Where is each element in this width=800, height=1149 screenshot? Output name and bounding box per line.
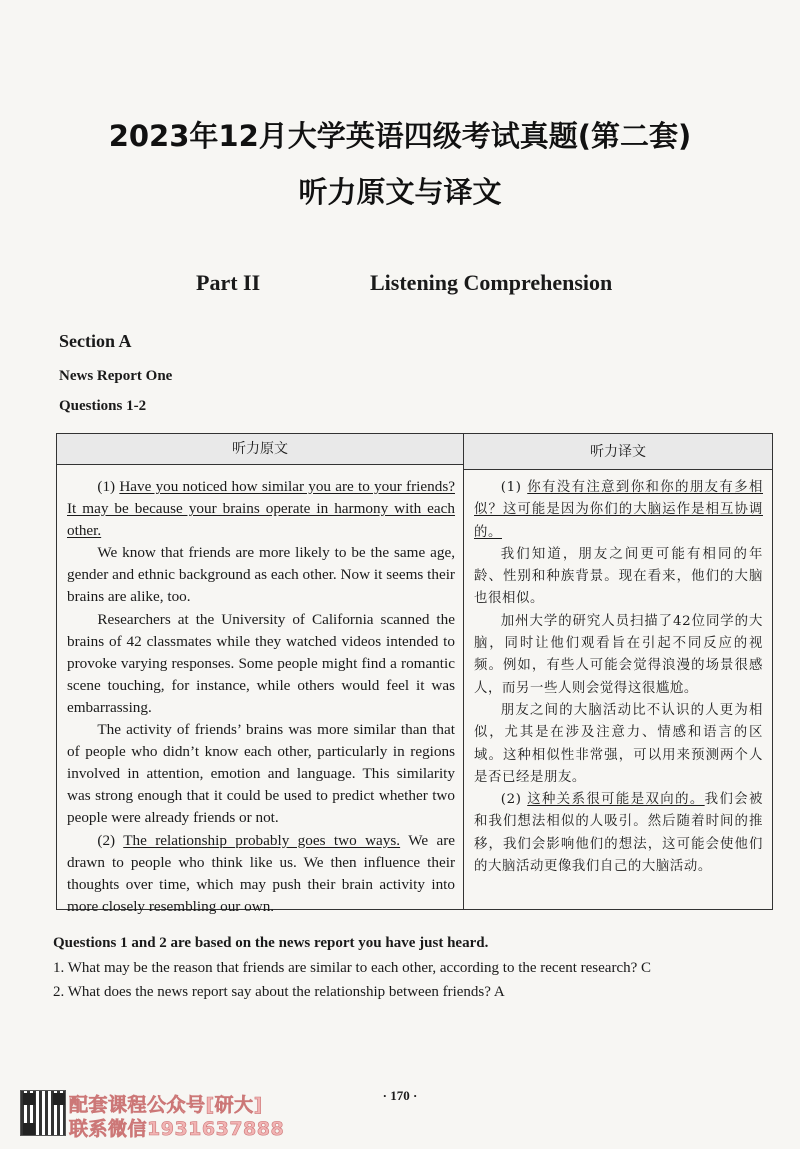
report-heading: News Report One xyxy=(59,368,173,384)
underlined-answer-text: The relationship probably goes two ways. xyxy=(123,831,401,849)
paragraph-number: (1) xyxy=(500,480,528,495)
header-original-text: 听力原文 xyxy=(57,434,464,465)
paragraph-text: 我们会被和我们想法相似的人吸引。然后随着时间的推移，我们会影响他们的想法，这可能会使他们的大脑活动更像我们自己的大脑活动。 xyxy=(474,792,764,875)
underlined-answer-text: 你有没有注意到你和你的朋友有多相似？这可能是因为你们的大脑运作是相互协调的。 xyxy=(474,480,763,540)
questions-intro: Questions 1 and 2 are based on the news report you have just heard. xyxy=(53,935,489,951)
qr-code-icon xyxy=(20,1090,66,1136)
translation-paragraph-3: 加州大学的研究人员扫描了42位同学的大脑，同时让他们观看旨在引起不同反应的视频。例如，有些人可能会觉得浪漫的场景很感人，而另一些人则会觉得这很尴尬。 xyxy=(474,613,763,696)
original-paragraph-3: Researchers at the University of California scanned the brains of 42 classmates while they watched videos intended to provoke varying responses. Some people might find a romantic scene touching, for instance, while others would feel it was embarrassing. xyxy=(67,610,455,716)
paragraph-number: (1) xyxy=(97,478,120,495)
translation-paragraph-4: 朋友之间的大脑活动比不认识的人更为相似，尤其是在涉及注意力、情感和语言的区域。这种相似性非常强，可以用来预测两个人是否已经是朋友。 xyxy=(474,702,763,785)
watermark-line-1: 配套课程公众号[研大] xyxy=(69,1094,263,1116)
original-paragraph-1 xyxy=(67,476,455,542)
document-subtitle: 听力原文与译文 xyxy=(298,175,502,209)
translation-paragraph-2: 我们知道，朋友之间更可能有相同的年龄、性别和种族背景。现在看来，他们的大脑也很相似。 xyxy=(474,546,763,607)
original-paragraph-4: The activity of friends’ brains was more similar than that of people who didn’t know each other, particularly in regions involved in attention, emotion and language. This similarity was strong enough that it could be used to predict whether two people were already friends or not. xyxy=(67,721,455,827)
original-text-column xyxy=(57,465,464,915)
translation-paragraph-1 xyxy=(474,477,763,544)
underlined-answer-text: Have you noticed how similar you are to your friends? It may be because your brains operate in harmony with each other. xyxy=(67,478,455,540)
part-name: Listening Comprehension xyxy=(370,270,613,295)
paragraph-number: (2) xyxy=(500,792,528,808)
paragraph-number: (2) xyxy=(97,831,124,849)
paragraph-text: We are drawn to people who think like us. We then influence their thoughts over time, which may push their brain activity into more closely resembling our own. xyxy=(67,831,455,915)
question-2: 2. What does the news report say about the relationship between friends? A xyxy=(53,984,505,1000)
translation-paragraph-5 xyxy=(474,789,763,878)
part-number: Part II xyxy=(196,270,261,295)
section-heading: Section A xyxy=(59,331,132,351)
underlined-answer-text: 这种关系很可能是双向的。 xyxy=(527,792,705,808)
translation-column xyxy=(464,470,772,909)
document-title: 2023年12月大学英语四级考试真题(第二套) xyxy=(108,119,692,153)
questions-range-heading: Questions 1-2 xyxy=(59,398,147,414)
question-1: 1. What may be the reason that friends are similar to each other, according to the recent research? C xyxy=(53,960,652,976)
transcript-table xyxy=(56,433,773,915)
watermark-line-2: 联系微信1931637888 xyxy=(69,1118,285,1140)
page-number: · 170 · xyxy=(382,1088,418,1103)
original-paragraph-5 xyxy=(67,830,455,918)
original-paragraph-2: We know that friends are more likely to be the same age, gender and ethnic background as each other. Now it seems their brains are alike, too. xyxy=(67,544,455,606)
header-translation: 听力译文 xyxy=(464,434,772,470)
